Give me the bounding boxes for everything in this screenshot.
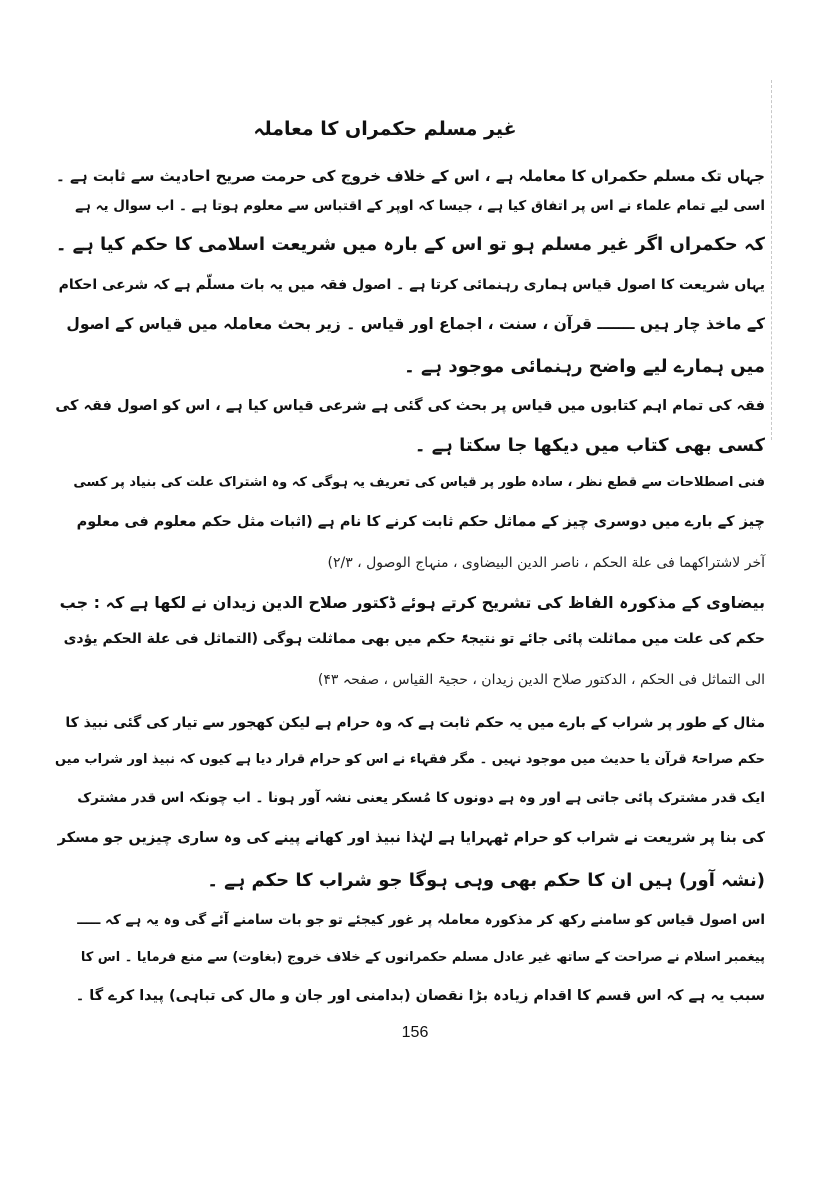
text-line: ایک قدر مشترک پائی جاتی ہے اور وہ ہے دونوں کا مُسکر یعنی نشہ آور ہونا ۔ اب چونکہ اس قدر مشترک [77, 790, 765, 806]
text-line: (نشہ آور) ہیں ان کا حکم بھی وہی ہوگا جو شراب کا حکم ہے ۔ [207, 870, 765, 891]
page-number: 156 [401, 1024, 429, 1041]
text-line: اس اصول قیاس کو سامنے رکھ کر مذکورہ معاملہ پر غور کیجئے تو جو بات سامنے آئے گی وہ یہ ہے کہ ـــــ [77, 912, 765, 928]
text-line: حکم صراحۃً قرآن یا حدیث میں موجود نہیں ۔ مگر فقہاء نے اس کو حرام قرار دیا ہے کیوں کہ نبیذ اور شراب میں [54, 752, 765, 767]
text-line: میں ہمارے لیے واضح رہنمائی موجود ہے ۔ [404, 356, 765, 377]
page-title: غیر مسلم حکمراں کا معاملہ [253, 118, 517, 140]
text-line: چیز کے بارے میں دوسری چیز کے مماثل حکم ثابت کرنے کا نام ہے (اثبات مثل حکم معلوم فی معلوم [76, 514, 765, 530]
text-line: یہاں شریعت کا اصول قیاس ہماری رہنمائی کرتا ہے ۔ اصول فقہ میں یہ بات مسلّم ہے کہ شرعی احکام [58, 277, 765, 293]
text-line: فقہ کی تمام اہم کتابوں میں قیاس پر بحث کی گئی ہے شرعی قیاس کیا ہے ، اس کو اصول فقہ کی [55, 398, 765, 414]
text-line: حکم کی علت میں مماثلت پائی جائے تو نتیجۃً حکم میں بھی مماثلت ہوگی (التماثل فی علة الحکم یؤدی [63, 631, 765, 647]
text-line: بیضاوی کے مذکورہ الفاظ کی تشریح کرتے ہوئے ڈکتور صلاح الدین زیدان نے لکھا ہے کہ : جب [59, 593, 765, 612]
text-line: کی بنا پر شریعت نے شراب کو حرام ٹھہرایا ہے لہٰذا نبیذ اور کھانے پینے کی وہ ساری چیزیں جو مسکر [57, 830, 765, 846]
citation-line: الی التماثل فی الحکم ، الدکتور صلاح الدین زیدان ، حجیۃ القیاس ، صفحہ ۴۳) [317, 672, 765, 688]
text-line: کسی بھی کتاب میں دیکھا جا سکتا ہے ۔ [414, 435, 765, 456]
text-line: فنی اصطلاحات سے قطع نظر ، سادہ طور پر قیاس کی تعریف یہ ہوگی کہ وہ اشتراک علت کی بنیاد پر کسی [73, 475, 765, 490]
text-line: سبب یہ ہے کہ اس قسم کا اقدام زیادہ بڑا نقصان (بدامنی اور جان و مال کی تباہی) پیدا کرے گا ۔ [75, 988, 765, 1004]
text-line: کہ حکمراں اگر غیر مسلم ہو تو اس کے بارہ میں شریعت اسلامی کا حکم کیا ہے ۔ [55, 234, 765, 255]
text-line: کے ماخذ چار ہیں ـــــــ قرآن ، سنت ، اجماع اور قیاس ۔ زیر بحث معاملہ میں قیاس کے اصول [66, 315, 765, 333]
text-line: مثال کے طور پر شراب کے بارے میں یہ حکم ثابت ہے کہ وہ حرام ہے لیکن کھجور سے تیار کی گئی نبیذ کا [65, 715, 765, 731]
text-line: پیغمبر اسلام نے صراحت کے ساتھ غیر عادل مسلم حکمرانوں کے خلاف خروج (بغاوت) سے منع فرمایا ۔ اس کا [80, 950, 765, 965]
text-line: جہاں تک مسلم حکمراں کا معاملہ ہے ، اس کے خلاف خروج کی حرمت صریح احادیث سے ثابت ہے ۔ [56, 167, 765, 185]
citation-line: آخر لاشتراکهما فی علة الحکم ، ناصر الدین البیضاوی ، منہاج الوصول ، ۲/۳) [327, 555, 765, 571]
text-line: اسی لیے تمام علماء نے اس پر اتفاق کیا ہے ، جیسا کہ اوپر کے اقتباس سے معلوم ہوتا ہے ۔ اب سوال یہ ہے [75, 198, 765, 214]
